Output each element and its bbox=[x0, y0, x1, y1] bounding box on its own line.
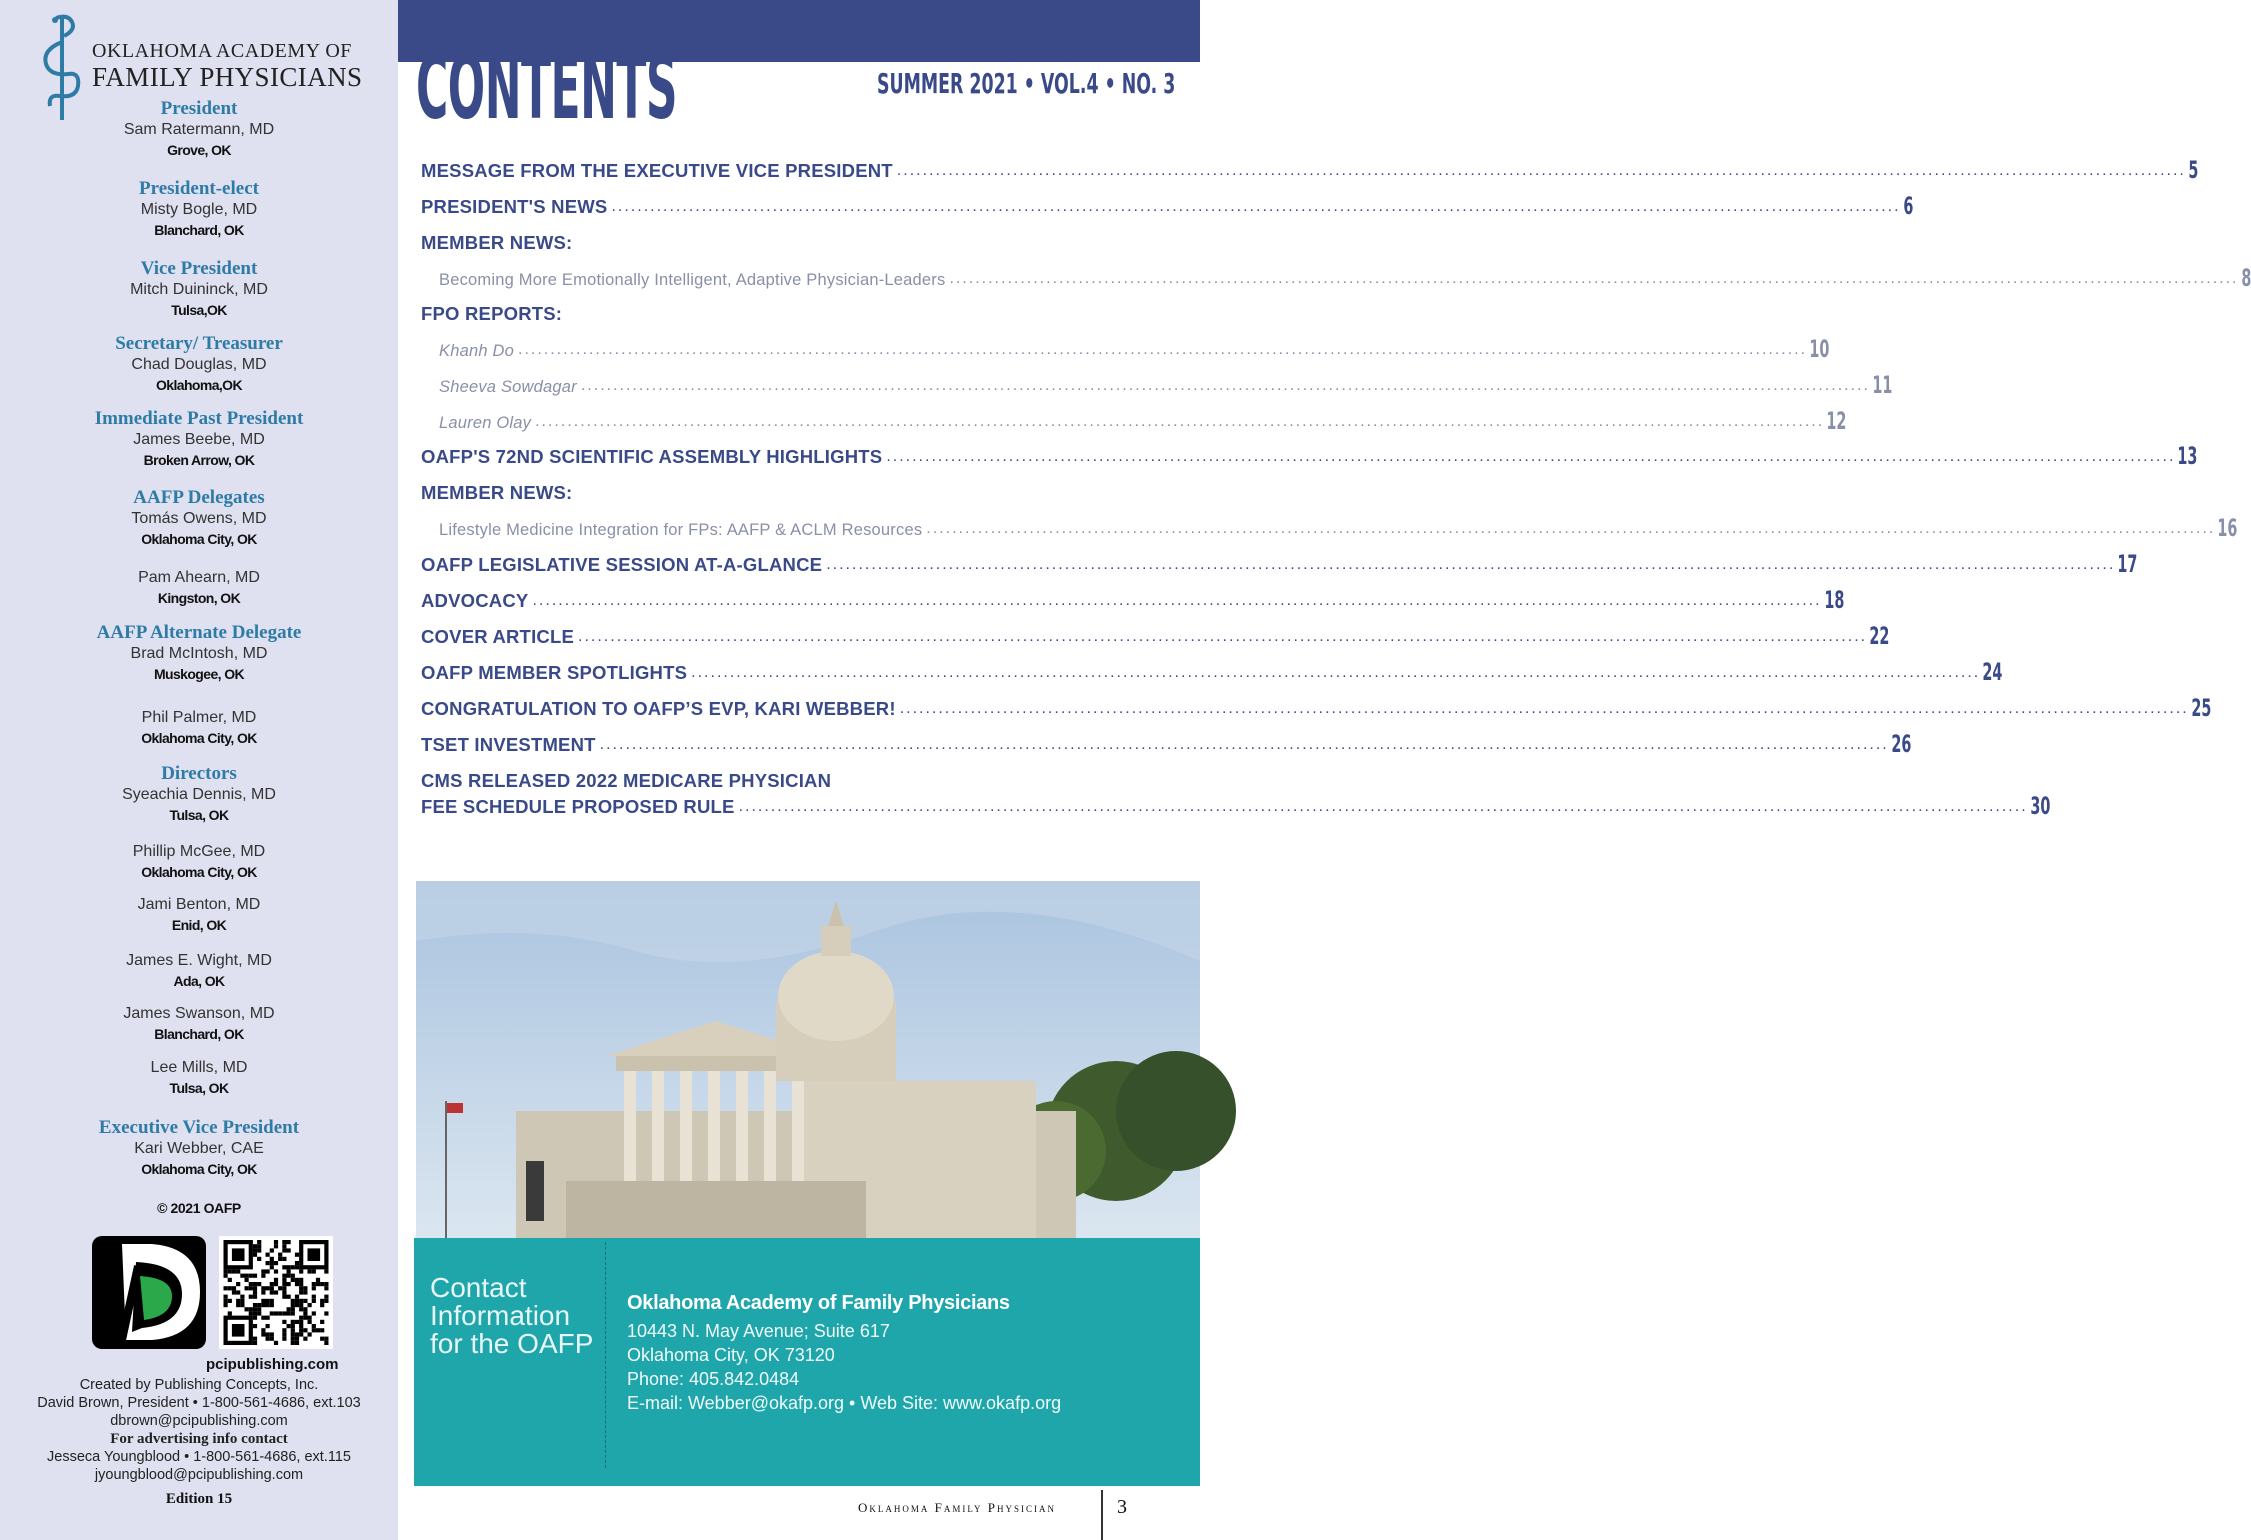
toc-title: CONGRATULATION TO OAFP’S EVP, KARI WEBBER! bbox=[421, 698, 896, 719]
credits-email[interactable]: jyoungblood@pcipublishing.com bbox=[94, 1467, 304, 1483]
officer-role: President-elect bbox=[139, 178, 259, 199]
toc-page-number: 22 bbox=[1869, 622, 1890, 650]
contact-box bbox=[414, 1238, 1200, 1486]
toc-title: Lauren Olay bbox=[439, 414, 532, 432]
officer-name: Jami Benton, MD bbox=[137, 896, 261, 913]
footer-divider bbox=[1101, 1490, 1103, 1540]
toc-entry[interactable] bbox=[421, 728, 1912, 758]
toc-entry[interactable] bbox=[421, 297, 1128, 325]
toc-title: Lifestyle Medicine Integration for FPs: AAFP & ACLM Resources bbox=[439, 521, 923, 539]
toc-leader-dots: ........................................................................................................................................................................................................ bbox=[886, 448, 2176, 465]
capitol-building-image bbox=[416, 881, 1200, 1240]
toc-entry[interactable] bbox=[421, 226, 1128, 254]
officer-name: Lee Mills, MD bbox=[150, 1059, 248, 1076]
officer-role: Immediate Past President bbox=[94, 408, 304, 429]
contact-org-name: Oklahoma Academy of Family Physicians bbox=[627, 1292, 1010, 1314]
officer-name: Brad McIntosh, MD bbox=[130, 645, 268, 662]
contact-phone: Phone: 405.842.0484 bbox=[627, 1369, 800, 1389]
toc-title: CMS RELEASED 2022 MEDICARE PHYSICIAN bbox=[421, 770, 832, 791]
officer-entry bbox=[0, 333, 398, 395]
officer-entry bbox=[0, 763, 398, 825]
officer-entry bbox=[0, 178, 398, 240]
toc-leader-dots: ........................................................................................................................................................................................................ bbox=[949, 270, 2239, 287]
toc-title: Khanh Do bbox=[439, 342, 514, 360]
officer-entry bbox=[0, 408, 398, 470]
toc-page-number: 11 bbox=[1872, 371, 1893, 399]
toc-page-number: 18 bbox=[1823, 586, 1844, 614]
toc-page-number: 17 bbox=[2117, 550, 2138, 578]
toc-title: PRESIDENT'S NEWS bbox=[421, 196, 608, 217]
officer-name: Phillip McGee, MD bbox=[132, 843, 266, 860]
credits bbox=[0, 1376, 398, 1484]
copyright: © 2021 OAFP bbox=[157, 1200, 241, 1216]
toc-leader-dots: ........................................................................................................................................................................................................ bbox=[826, 556, 2116, 573]
toc-title: MEMBER NEWS: bbox=[421, 482, 573, 503]
credits-line: Jesseca Youngblood • 1-800-561-4686, ext.115 bbox=[47, 1449, 351, 1465]
toc-entry[interactable] bbox=[421, 512, 2238, 542]
credits-line: For advertising info contact bbox=[110, 1431, 288, 1447]
officer-city: Oklahoma,OK bbox=[156, 377, 242, 393]
toc-leader-dots: ........................................................................................................................................................................................................ bbox=[518, 341, 1808, 358]
credits-email[interactable]: dbrown@pcipublishing.com bbox=[110, 1413, 288, 1429]
toc-page-number: 5 bbox=[2188, 156, 2199, 184]
officer-city: Tulsa, OK bbox=[169, 807, 229, 823]
toc-entry[interactable] bbox=[421, 369, 1893, 399]
toc-leader-dots: ........................................................................................................................................................................................................ bbox=[738, 798, 2028, 815]
officer-entry bbox=[0, 1058, 398, 1098]
officer-entry bbox=[0, 98, 398, 160]
officer-entry bbox=[0, 568, 398, 608]
toc-entry[interactable] bbox=[421, 692, 2212, 722]
officer-city: Oklahoma City, OK bbox=[141, 864, 257, 880]
toc-leader-dots: ........................................................................................................................................................................................................ bbox=[896, 162, 2186, 179]
officer-role: AAFP Delegates bbox=[133, 487, 265, 508]
toc-title: OAFP MEMBER SPOTLIGHTS bbox=[421, 662, 688, 683]
toc-leader-dots: ........................................................................................................................................................................................................ bbox=[691, 664, 1981, 681]
toc-title: COVER ARTICLE bbox=[421, 626, 575, 647]
officer-role: Executive Vice President bbox=[98, 1117, 300, 1138]
officer-city: Tulsa,OK bbox=[171, 302, 227, 318]
page-number: 3 bbox=[1117, 1496, 1127, 1518]
org-name-line1: OKLAHOMA ACADEMY OF bbox=[92, 40, 352, 62]
toc-page-number: 25 bbox=[2191, 694, 2212, 722]
officer-city: Blanchard, OK bbox=[154, 222, 244, 238]
officer-role: President bbox=[160, 98, 238, 119]
toc-title: FEE SCHEDULE PROPOSED RULE bbox=[421, 796, 735, 817]
toc-page-number: 12 bbox=[1826, 407, 1847, 435]
toc-entry[interactable] bbox=[421, 476, 1128, 504]
contact-divider bbox=[605, 1242, 606, 1468]
toc-leader-dots: ........................................................................................................................................................................................................ bbox=[926, 520, 2216, 537]
contact-email-web[interactable]: E-mail: Webber@okafp.org • Web Site: www.okafp.org bbox=[627, 1393, 1062, 1413]
officer-city: Tulsa, OK bbox=[169, 1080, 229, 1096]
toc-page-number: 30 bbox=[2030, 792, 2051, 820]
officer-name: Tomás Owens, MD bbox=[131, 510, 267, 527]
officer-name: Pam Ahearn, MD bbox=[138, 569, 260, 586]
toc-entry[interactable] bbox=[421, 190, 1913, 220]
toc-leader-dots: ........................................................................................................................................................................................................ bbox=[535, 413, 1825, 430]
toc-title: FPO REPORTS: bbox=[421, 303, 563, 324]
officer-name: James E. Wight, MD bbox=[126, 952, 272, 969]
toc-entry[interactable] bbox=[421, 154, 2199, 184]
pci-logo-mark bbox=[92, 1236, 206, 1349]
credits-line: David Brown, President • 1-800-561-4686, ext.103 bbox=[37, 1395, 361, 1411]
officer-name: Kari Webber, CAE bbox=[134, 1140, 264, 1157]
contact-heading: Contact Information for the OAFP bbox=[430, 1272, 594, 1359]
contact-address2: Oklahoma City, OK 73120 bbox=[627, 1345, 835, 1365]
officer-name: James Beebe, MD bbox=[133, 431, 265, 448]
toc-entry[interactable] bbox=[421, 620, 1890, 650]
toc-title: ADVOCACY bbox=[421, 590, 529, 611]
sidebar bbox=[0, 0, 398, 1540]
officer-name: Chad Douglas, MD bbox=[131, 356, 267, 373]
officer-entry bbox=[0, 1004, 398, 1044]
toc-entry[interactable] bbox=[421, 333, 1830, 363]
toc-page-number: 24 bbox=[1982, 658, 2003, 686]
issue-info: SUMMER 2021 • VOL.4 • NO. 3 bbox=[877, 67, 1176, 100]
officer-entry bbox=[0, 258, 398, 320]
officer-city: Broken Arrow, OK bbox=[143, 452, 255, 468]
toc-page-number: 8 bbox=[2240, 264, 2251, 292]
toc-title: Becoming More Emotionally Intelligent, Adaptive Physician-Leaders bbox=[439, 271, 946, 289]
toc-entry[interactable] bbox=[421, 584, 1844, 614]
officer-name: Mitch Duininck, MD bbox=[130, 281, 268, 298]
toc-title: MEMBER NEWS: bbox=[421, 232, 573, 253]
officer-role: Secretary/ Treasurer bbox=[115, 333, 283, 354]
officer-entry bbox=[0, 622, 398, 684]
officer-entry bbox=[0, 951, 398, 991]
toc-title: Sheeva Sowdagar bbox=[439, 378, 577, 396]
contact-address1: 10443 N. May Avenue; Suite 617 bbox=[627, 1321, 890, 1341]
toc-entry[interactable] bbox=[421, 790, 2051, 820]
edition: Edition 15 bbox=[165, 1491, 233, 1507]
toc-entry[interactable] bbox=[421, 440, 2198, 470]
toc-entry[interactable] bbox=[421, 262, 2251, 292]
page-title: CONTENTS bbox=[416, 36, 678, 139]
officer-city: Enid, OK bbox=[171, 917, 227, 933]
officer-name: Sam Ratermann, MD bbox=[123, 121, 275, 138]
toc-leader-dots: ........................................................................................................................................................................................................ bbox=[611, 198, 1901, 215]
qr-pattern bbox=[223, 1240, 329, 1345]
toc-page-number: 16 bbox=[2217, 514, 2238, 542]
toc-entry[interactable] bbox=[421, 405, 1847, 435]
officer-city: Blanchard, OK bbox=[154, 1026, 244, 1042]
officer-role: Vice President bbox=[140, 258, 258, 279]
toc-page-number: 10 bbox=[1809, 335, 1830, 363]
officer-role: AAFP Alternate Delegate bbox=[96, 622, 302, 643]
officer-city: Muskogee, OK bbox=[153, 666, 245, 682]
officer-entry bbox=[0, 708, 398, 748]
credits-line: Created by Publishing Concepts, Inc. bbox=[79, 1377, 319, 1393]
publication-name: Oklahoma Family Physician bbox=[858, 1500, 1056, 1515]
toc-title: TSET INVESTMENT bbox=[421, 734, 596, 755]
officer-name: James Swanson, MD bbox=[123, 1005, 275, 1022]
officer-entry bbox=[0, 842, 398, 882]
toc-page-number: 6 bbox=[1902, 192, 1913, 220]
toc-entry[interactable] bbox=[421, 548, 2138, 578]
org-name-line2: FAMILY PHYSICIANS bbox=[92, 62, 363, 92]
officer-name: Syeachia Dennis, MD bbox=[122, 786, 276, 803]
toc-title: OAFP LEGISLATIVE SESSION AT-A-GLANCE bbox=[421, 554, 823, 575]
capitol-photo bbox=[416, 881, 1200, 1240]
officer-city: Oklahoma City, OK bbox=[141, 531, 257, 547]
toc-leader-dots: ........................................................................................................................................................................................................ bbox=[899, 700, 2189, 717]
toc-page-number: 26 bbox=[1891, 730, 1912, 758]
toc-leader-dots: ........................................................................................................................................................................................................ bbox=[578, 628, 1868, 645]
toc-leader-dots: ........................................................................................................................................................................................................ bbox=[532, 592, 1822, 609]
officer-name: Misty Bogle, MD bbox=[140, 201, 258, 218]
toc-leader-dots: ........................................................................................................................................................................................................ bbox=[580, 377, 1870, 394]
toc-title: OAFP'S 72ND SCIENTIFIC ASSEMBLY HIGHLIGHTS bbox=[421, 446, 883, 467]
pci-logo bbox=[92, 1236, 206, 1349]
toc-entry[interactable] bbox=[421, 656, 2003, 686]
qr-code bbox=[219, 1236, 333, 1349]
officer-city: Kingston, OK bbox=[157, 590, 241, 606]
officer-name: Phil Palmer, MD bbox=[141, 709, 257, 726]
officer-entry bbox=[0, 487, 398, 549]
officer-role: Directors bbox=[161, 763, 237, 784]
toc-entry[interactable] bbox=[421, 764, 1128, 792]
toc-title: MESSAGE FROM THE EXECUTIVE VICE PRESIDENT bbox=[421, 160, 893, 181]
officer-city: Oklahoma City, OK bbox=[141, 730, 257, 746]
toc-leader-dots: ........................................................................................................................................................................................................ bbox=[599, 736, 1889, 753]
officer-city: Ada, OK bbox=[173, 973, 225, 989]
toc-page-number: 13 bbox=[2177, 442, 2198, 470]
officer-entry bbox=[0, 895, 398, 935]
officer-city: Grove, OK bbox=[167, 142, 231, 158]
pci-url[interactable]: pcipublishing.com bbox=[206, 1356, 339, 1373]
officer-entry bbox=[0, 1117, 398, 1179]
officer-city: Oklahoma City, OK bbox=[141, 1161, 257, 1177]
